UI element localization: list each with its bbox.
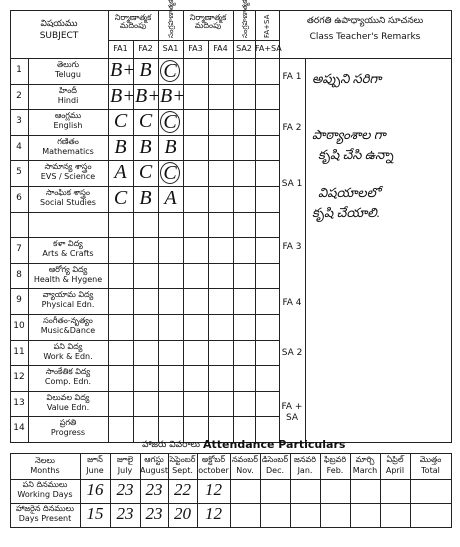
summative-group-label-2: సంగ్రహణాత్మక: [241, 0, 249, 38]
grade-cell: [183, 135, 209, 162]
row-number: 5: [16, 167, 22, 178]
subject-name-en: Comp. Edn.: [44, 377, 92, 387]
grade-cell: [208, 160, 234, 187]
days-present-value-cell: [350, 503, 381, 528]
days-present-value: 23: [116, 504, 134, 523]
grade-value: C: [160, 162, 180, 184]
days-present-value-cell: [290, 503, 321, 528]
month-name-en: June: [86, 466, 104, 475]
days-present-label-en: Days Present: [18, 514, 72, 523]
grade-cell: [233, 160, 256, 187]
col-header-label-2: SA1: [162, 44, 179, 53]
grade-cell: [233, 237, 256, 264]
subject-name-te: విలువల విద్య: [46, 392, 90, 402]
grade-cell: [183, 186, 209, 213]
row-number: 12: [13, 372, 25, 383]
subject-name-en: English: [53, 121, 83, 131]
grade-cell: [183, 109, 209, 136]
col-header-label-6: FA+SA: [255, 44, 282, 53]
days-present-value: 20: [174, 504, 191, 523]
month-name-en: Total: [421, 466, 440, 475]
grade-cell: [158, 212, 184, 239]
grade-value: B: [114, 135, 127, 158]
grade-cell: [208, 314, 234, 341]
grade-value: B+: [135, 84, 161, 107]
subject-name-te: హిందీ: [59, 85, 77, 95]
grade-cell: [108, 212, 134, 239]
working-days-value-cell: [290, 479, 321, 504]
grade-cell: [208, 365, 234, 392]
grade-cell: [255, 84, 280, 111]
remarks-section-label: SA 2: [281, 348, 303, 358]
remark-note: పాఠ్యాంశాల గా: [312, 127, 386, 142]
subject-name-te: సామాన్య శాస్త్రం: [44, 162, 92, 172]
subject-name-en: Hindi: [57, 95, 79, 105]
month-name-en: March: [352, 466, 378, 475]
grade-cell: [255, 58, 280, 85]
grade-cell: [108, 288, 134, 315]
working-days-value-cell: [410, 479, 452, 504]
grade-cell: [255, 340, 280, 367]
grade-cell: [133, 288, 159, 315]
month-name-te: డిసెంబర్: [261, 455, 289, 464]
days-present-value-cell: [410, 503, 452, 528]
month-name-en: october: [198, 466, 229, 475]
grade-cell: [158, 416, 184, 443]
row-number: 13: [13, 397, 25, 408]
working-days-label-te: పని దినములు: [22, 480, 68, 489]
subject-name-te: కళా విద్య: [53, 239, 83, 249]
grade-value: C: [160, 111, 180, 133]
subject-name-te: పని విద్య: [53, 341, 83, 351]
grade-cell: [183, 391, 209, 418]
month-name-te: జనవరి: [294, 455, 316, 464]
grade-cell: [208, 288, 234, 315]
subject-name-te: సంగీతం-నృత్యం: [43, 316, 93, 325]
grade-cell: [255, 288, 280, 315]
grade-cell: [255, 212, 280, 239]
col-header-label-3: FA3: [188, 44, 203, 53]
month-name-te: జూలై: [116, 455, 134, 464]
subject-name-en: Telugu: [55, 70, 81, 79]
working-days-value-cell: [260, 479, 291, 504]
days-present-label-te: హాజరైన దినములు: [16, 504, 74, 513]
grade-cell: [133, 340, 159, 367]
grade-cell: [255, 365, 280, 392]
formative-group-label: నిర్మాణాత్మక మదింపు: [114, 13, 152, 31]
grade-value: B+: [110, 84, 136, 107]
working-days-value: 12: [205, 480, 222, 499]
grade-cell: [108, 416, 134, 443]
grade-cell: [133, 416, 159, 443]
remarks-section-label: FA 4: [282, 298, 302, 308]
grade-value: C: [113, 110, 128, 133]
month-name-en: Feb.: [326, 466, 344, 475]
grade-cell: [183, 288, 209, 315]
month-name-te: నవంబర్: [231, 455, 259, 464]
grade-cell: [233, 365, 256, 392]
grade-cell: [233, 84, 256, 111]
grade-value: A: [164, 187, 177, 209]
col-header-label-4: FA4: [213, 44, 228, 53]
grade-cell: [255, 391, 280, 418]
working-days-value: 16: [86, 480, 104, 499]
month-name-en: August: [140, 466, 168, 475]
months-label-te: నెలలు: [35, 456, 55, 465]
grade-cell: [133, 365, 159, 392]
grade-cell: [158, 263, 184, 290]
grade-value: C: [138, 110, 153, 133]
subject-name-te: తెలుగు: [56, 60, 80, 69]
grade-cell: [108, 365, 134, 392]
grade-cell: [158, 237, 184, 264]
grade-cell: [208, 391, 234, 418]
remark-note: కృషి చేసి ఉన్నా: [318, 147, 394, 162]
grade-cell: [133, 391, 159, 418]
grade-cell: [158, 314, 184, 341]
grade-cell: [233, 58, 256, 85]
grade-value: A: [114, 161, 127, 184]
grade-value: C: [160, 60, 180, 82]
grade-cell: [158, 391, 184, 418]
month-name-te: అక్టోబర్: [201, 455, 226, 464]
month-name-en: July: [117, 466, 133, 475]
working-days-value-cell: [320, 479, 351, 504]
month-name-en: Nov.: [236, 466, 254, 475]
grade-value: B: [164, 135, 177, 158]
formative-group-label-2: నిర్మాణాత్మక మదింపు: [189, 13, 227, 31]
grade-cell: [183, 340, 209, 367]
month-name-en: April: [385, 466, 405, 475]
month-name-te: సెప్టెంబర్: [169, 455, 196, 464]
row-number: 11: [13, 346, 25, 357]
grade-cell: [255, 109, 280, 136]
month-name-te: మార్చి: [355, 455, 375, 464]
grade-cell: [158, 365, 184, 392]
grade-value: B: [139, 135, 152, 158]
row-number: 4: [16, 141, 22, 152]
grade-cell: [133, 263, 159, 290]
grade-cell: [183, 84, 209, 111]
month-name-en: Sept.: [172, 466, 193, 475]
subject-name-te: ప్రగతి: [59, 418, 77, 428]
grade-cell: [108, 237, 134, 264]
remarks-header-en: Class Teacher's Remarks: [309, 32, 421, 42]
grade-cell: [183, 237, 209, 264]
days-present-value-cell: [230, 503, 261, 528]
grade-value: B+: [160, 84, 186, 107]
subject-name-en: Value Edn.: [46, 402, 90, 412]
row-number: 7: [16, 244, 22, 255]
working-days-value: 23: [145, 480, 163, 499]
grade-cell: [158, 340, 184, 367]
grade-cell: [255, 135, 280, 162]
subject-name-te: గణితం: [57, 136, 79, 146]
grade-cell: [133, 237, 159, 264]
grade-cell: [133, 314, 159, 341]
subject-name-te: ఆంగ్లము: [54, 111, 82, 121]
month-name-en: Jan.: [297, 466, 313, 475]
subject-name-en: Social Studies: [40, 198, 96, 207]
grade-cell: [255, 263, 280, 290]
grade-cell: [208, 135, 234, 162]
subject-name-en: Arts & Crafts: [42, 249, 94, 259]
subject-name-en: EVS / Science: [40, 172, 96, 182]
subject-name-en: Progress: [50, 428, 86, 438]
grade-cell: [183, 212, 209, 239]
grade-cell: [233, 340, 256, 367]
grade-cell: [208, 263, 234, 290]
remarks-section-label: FA + SA: [281, 401, 303, 423]
grade-cell: [233, 263, 256, 290]
grade-value: C: [138, 161, 153, 184]
col-header-label-0: FA1: [113, 44, 128, 53]
grade-cell: [133, 212, 159, 239]
days-present-value-cell: [320, 503, 351, 528]
grade-cell: [255, 237, 280, 264]
row-number: 9: [16, 295, 22, 306]
subject-name-en: Mathematics: [42, 146, 94, 156]
working-days-value-cell: [380, 479, 411, 504]
grade-cell: [233, 314, 256, 341]
row-number: 10: [13, 321, 25, 331]
row-number: 1: [16, 65, 22, 75]
month-name-te: ఆగస్టు: [144, 455, 164, 464]
remark-note: విషయాలలో: [318, 185, 380, 200]
working-days-value-cell: [230, 479, 261, 504]
row-number: 3: [16, 116, 22, 127]
grade-cell: [183, 314, 209, 341]
grade-cell: [183, 160, 209, 187]
subject-name-te: సాంకేతిక విద్య: [45, 367, 91, 377]
days-present-value-cell: [380, 503, 411, 528]
grade-cell: [255, 186, 280, 213]
grade-cell: [183, 365, 209, 392]
remarks-section-label: FA 3: [282, 241, 302, 252]
fa-sa-header-label: FA+SA: [263, 14, 271, 38]
subject-name-en: Health & Hygene: [33, 274, 103, 284]
working-days-label-en: Working Days: [17, 490, 73, 499]
days-present-value: 15: [86, 504, 104, 523]
days-present-value: 12: [205, 504, 222, 523]
working-days-value: 22: [174, 480, 191, 499]
remark-note: అప్పుని సరిగా: [312, 71, 382, 86]
working-days-value-cell: [350, 479, 381, 504]
subject-name-en: Music&Dance: [40, 326, 96, 335]
grade-value: B+: [110, 59, 136, 81]
col-header-label-5: SA2: [236, 44, 252, 53]
grade-value: B: [139, 59, 152, 81]
grade-cell: [233, 212, 256, 239]
subject-name-te: వ్యాయామ విద్య: [42, 290, 94, 300]
grade-cell: [108, 263, 134, 290]
grade-cell: [233, 288, 256, 315]
row-num-cell: [10, 212, 29, 239]
grade-cell: [208, 340, 234, 367]
remark-note: కృషి చేయాలి.: [312, 205, 381, 220]
grade-cell: [208, 237, 234, 264]
grade-cell: [208, 212, 234, 239]
attendance-title-en: Attendance Particulars: [203, 438, 346, 451]
days-present-value-cell: [260, 503, 291, 528]
col-header-label-1: FA2: [138, 44, 153, 53]
grade-value: C: [113, 187, 128, 209]
remarks-section-label: SA 1: [281, 179, 303, 189]
grade-cell: [183, 263, 209, 290]
row-number: 6: [16, 193, 22, 203]
grade-cell: [208, 186, 234, 213]
grade-cell: [183, 58, 209, 85]
days-present-value: 23: [145, 504, 163, 523]
grade-cell: [233, 135, 256, 162]
month-name-te: జూన్: [87, 455, 103, 464]
row-number: 8: [16, 269, 22, 280]
month-name-te: ఏప్రిల్: [386, 455, 404, 464]
subject-name-te: ఆరోగ్య విద్య: [48, 264, 88, 274]
subject-cell: [28, 212, 109, 239]
row-number: 2: [16, 90, 22, 101]
grade-cell: [208, 109, 234, 136]
grade-cell: [108, 391, 134, 418]
subject-name-te: సాంఘిక శాస్త్రం: [46, 188, 90, 197]
grade-cell: [233, 186, 256, 213]
subject-header-te: విషయము: [40, 19, 78, 29]
grade-cell: [255, 160, 280, 187]
grade-cell: [158, 288, 184, 315]
remarks-header-te: తరగతి ఉపాధ్యాయుని సూచనలు: [306, 16, 424, 26]
grade-cell: [255, 314, 280, 341]
month-name-te: ఫిబ్రవరి: [323, 455, 347, 464]
grade-cell: [108, 314, 134, 341]
subject-header-en: SUBJECT: [39, 31, 79, 41]
row-number: 14: [13, 423, 25, 434]
grade-cell: [233, 391, 256, 418]
working-days-value: 23: [116, 480, 134, 499]
remarks-section-label: FA 1: [282, 72, 302, 82]
month-name-en: Dec.: [265, 466, 285, 475]
remarks-section-label: FA 2: [282, 123, 302, 133]
attendance-title-te: హాజరు వివరాలు: [142, 440, 200, 450]
month-name-te: మొత్తం: [419, 455, 442, 464]
grade-value: B: [139, 187, 152, 209]
grade-cell: [208, 58, 234, 85]
subject-name-en: Work & Edn.: [43, 351, 93, 361]
subject-name-en: Physical Edn.: [41, 300, 95, 310]
grade-cell: [108, 340, 134, 367]
grade-cell: [208, 84, 234, 111]
grade-cell: [233, 109, 256, 136]
summative-group-label: సంగ్రహణాత్మక: [167, 0, 175, 38]
months-label-en: Months: [30, 466, 60, 475]
